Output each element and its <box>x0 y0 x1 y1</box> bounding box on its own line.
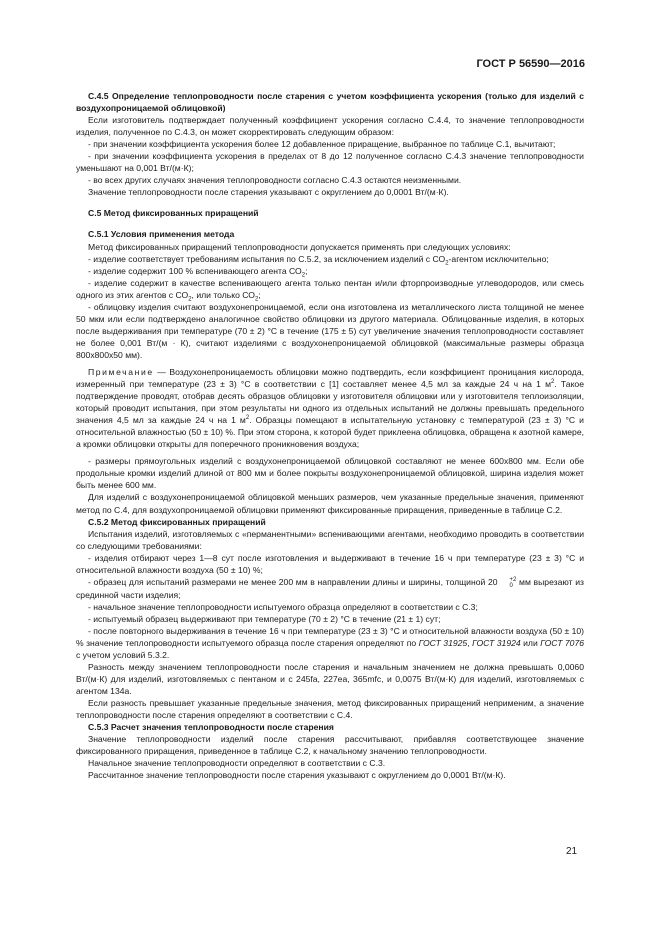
list-item: - начальное значение теплопроводности испытуемого образца определяют в соответствии с С.3; <box>88 601 478 612</box>
document-header: ГОСТ Р 56590—2016 <box>476 58 585 70</box>
list-item: - при значении коэффициента ускорения в пределах от 8 до 12 полученное согласно С.4.3 значение теплопроводности уменьшают на 0,001 Вт/(м·К); <box>76 151 584 174</box>
subscript: 2 <box>301 272 306 279</box>
paragraph: Если разность превышает указанные предельные значения, метод фиксированных приращений неприменим, а значение теплопроводности после старения определяют в соответствии с С.4. <box>76 697 584 720</box>
tolerance <box>498 577 517 589</box>
text-run: , или только СО <box>191 289 255 300</box>
superscript: 2 <box>245 415 250 422</box>
paragraph: Если изготовитель подтверждает полученный коэффициент ускорения согласно С.4.4, то значение теплопроводности изделия, полученное по С.4.3, он может скорректировать следующим образом: <box>76 115 584 138</box>
section-heading-c53: С.5.3 Расчет значения теплопроводности после старения <box>88 722 334 733</box>
paragraph: Для изделий с воздухонепроницаемой облицовкой меньших размеров, чем указанные предельные значения, применяют метод по С.4, для воздухопроницаемой облицовки применяют фиксированные приращения, приведенные в таблице С.2. <box>76 492 584 515</box>
paragraph: Значение теплопроводности после старения указывают с округлением до 0,0001 Вт/(м·К). <box>88 187 449 198</box>
page-body <box>76 90 584 781</box>
standard-reference: ГОСТ 31925 <box>418 637 468 648</box>
list-item <box>76 253 584 265</box>
text-run: - изделие содержит в качестве вспенивающего агента только пентан и/или фторпроизводные углеводородов, или смесь одного из этих агентов с СО <box>76 277 584 300</box>
text-run: , <box>467 637 473 648</box>
superscript: 2 <box>550 379 555 386</box>
list-item: - при значении коэффициента ускорения более 12 добавленное приращение, выбранное по таблице С.1, вычитают; <box>88 139 556 150</box>
list-item: - размеры прямоугольных изделий с воздухонепроницаемой облицовкой составляют не менее 600х800 мм. Если обе продольные кромки изделий длиной от 800 мм и более покрыты воздухонепроницаемой облицовкой, ширина изделия может быть менее 600 мм. <box>76 456 584 491</box>
text-run: ; <box>305 265 308 276</box>
paragraph: Рассчитанное значение теплопроводности после старения указывают с округлением до 0,0001 Вт/(м·К). <box>88 770 506 781</box>
paragraph: Значение теплопроводности изделий после старения рассчитывают, прибавляя соответствующее значение фиксированного приращения, приведенное в таблице С.2, к начальному значению теплопроводности. <box>76 734 584 757</box>
paragraph: Метод фиксированных приращений теплопроводности допускается применять при следующих условиях: <box>88 241 511 252</box>
section-heading-c5: С.5 Метод фиксированных приращений <box>88 208 259 219</box>
text-run: - образец для испытаний размерами не менее 200 мм в направлении длины и ширины, толщиной 20 <box>88 576 498 587</box>
text-run: - после повторного выдерживания в течение 16 ч при температуре (23 ± 3) °С и относительной влажности воздуха (50 ± 10) % значение теплопроводности испытуемого образца после старения определяют по <box>76 625 584 648</box>
text-run: . Такое подтверждение проводят, отобрав десять образцов облицовки у изготовителя облицовки или у изготовителя теплоизоляции, который проводит испытания, при этом результаты ни одного из отдельных испытаний не должны превышать предельного значения 4,5 мл за каждые 24 ч на 1 м <box>76 379 584 426</box>
paragraph: Испытания изделий, изготовляемых с «перманентными» вспенивающими агентами, необходимо проводить в соответствии со следующими требованиями: <box>76 528 584 551</box>
text-run: или <box>520 637 541 648</box>
section-heading-c52: С.5.2 Метод фиксированных приращений <box>88 516 266 527</box>
text-run: — Воздухонепроницаемость облицовки можно подтвердить, если коэффициент проницания кислорода, измеренный при температуре (23 ± 3) °С в соответствии с [1] составляет менее 4,5 мл за каждые 24 ч на 1 м <box>76 366 584 390</box>
text-run: . Образцы помещают в испытательную установку с температурой (23 ± 3) °С и относительной влажностью (50 ± 10) %. При этом сторона, к которой будет приклеена облицовка, обращена к азотной камере, а кромки облицовки открыты для поперечного проникновения воздуха; <box>76 415 584 450</box>
section-heading-c51: С.5.1 Условия применения метода <box>88 229 235 240</box>
standard-reference: ГОСТ 7076 <box>540 637 585 648</box>
list-item: - облицовку изделия считают воздухонепроницаемой, если она изготовлена из металлического листа толщиной не менее 50 мкм или если подтверждено аналогичное свойство облицовки из другого материала. Облицованные изделия, в которых после выдерживания при температуре (70 ± 2) °С в течение (175 ± 5) сут увеличение значения теплопроводности составляет не более 0,001 Вт/(м · К), считают изделиями с воздухонепроницаемой облицовкой (максимальные размеры образца 800x800x50 мм). <box>76 301 584 360</box>
page-number: 21 <box>566 846 578 857</box>
subscript: 2 <box>188 296 192 303</box>
paragraph: Начальное значение теплопроводности определяют в соответствии с С.3. <box>88 758 386 769</box>
note <box>76 366 584 450</box>
list-item <box>76 277 584 301</box>
text-run: - изделие содержит 100 % вспенивающего агента СО <box>88 265 302 276</box>
list-item <box>76 265 584 277</box>
tolerance-lower: 0 <box>509 582 513 589</box>
text-run: - изделие соответствует требованиям испытания по С.5.2, за исключением изделий с СО <box>88 253 446 264</box>
paragraph: Разность между значением теплопроводности после старения и начальным значением не должна превышать 0,0060 Вт/(м·К) для изделий, изготовляемых с пентаном и с 245fa, 227ea, 365mfc, и 0,0075 Вт/(м·К) для изделий, изготовляемых с агентом 134а. <box>76 661 584 696</box>
subscript: 2 <box>254 296 259 303</box>
section-heading-c45: С.4.5 Определение теплопроводности после старения с учетом коэффициента ускорения (только для изделий с воздухопроницаемой облицовкой) <box>76 91 584 114</box>
tolerance-upper: +2 <box>509 576 517 583</box>
text-run: -агентом исключительно; <box>448 253 549 264</box>
list-item <box>76 576 584 601</box>
list-item: - испытуемый образец выдерживают при температуре (70 ± 2) °С в течение (21 ± 1) сут; <box>88 613 441 624</box>
note-label: Примечание <box>88 366 154 377</box>
list-item <box>76 625 584 661</box>
standard-reference: ГОСТ 31924 <box>472 637 521 648</box>
text-run: ; <box>258 289 261 300</box>
list-item: - во всех других случаях значения теплопроводности согласно С.4.3 остаются неизменными. <box>88 175 462 186</box>
subscript: 2 <box>445 260 449 267</box>
text-run: с учетом условий 5.3.2. <box>76 649 170 660</box>
text-run: мм вырезают из срединной части изделия; <box>76 576 584 600</box>
list-item: - изделия отбирают через 1—8 сут после изготовления и выдерживают в течение 16 ч при температуре (23 ± 3) °С и относительной влажности воздуха (50 ± 10) %; <box>76 552 584 575</box>
